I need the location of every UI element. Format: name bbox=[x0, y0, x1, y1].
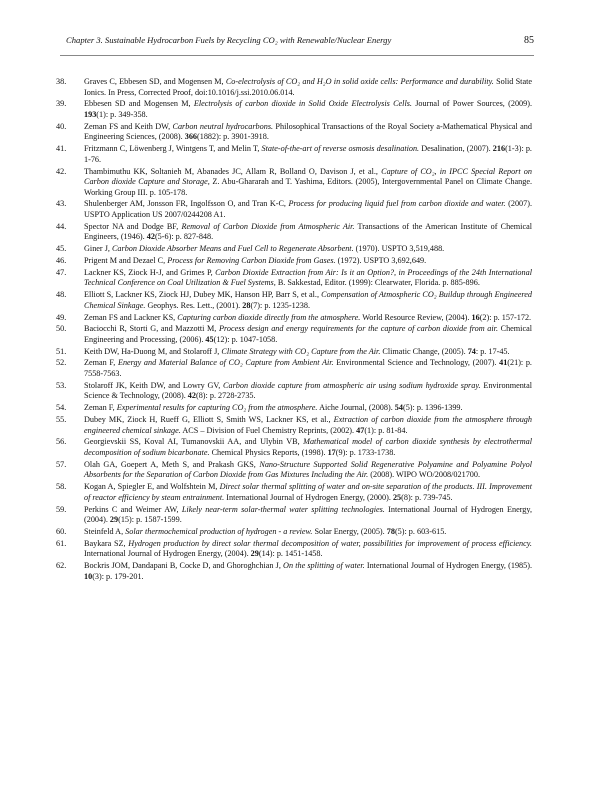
reference-item bbox=[56, 504, 532, 526]
reference-authors: Olah GA, Goepert A, Meth S, and Prakash GKS, bbox=[84, 459, 260, 469]
reference-authors: Zeman F, bbox=[84, 403, 117, 413]
reference-item bbox=[56, 415, 532, 436]
reference-authors: Zeman F, bbox=[84, 358, 118, 368]
reference-source: (1970). USPTO 3,519,488. bbox=[353, 244, 445, 254]
reference-number: 46. bbox=[56, 256, 67, 265]
reference-title: Electrolysis of carbon dioxide in Solid Oxide Electrolysis Cells. bbox=[193, 99, 412, 109]
reference-title: Energy and Material Balance of CO₂ Capture from Ambient Air. bbox=[117, 358, 334, 368]
reference-number: 52. bbox=[56, 358, 67, 368]
reference-title: Process design and energy requirements for the capture of carbon dioxide from air. bbox=[218, 324, 498, 334]
reference-authors: Keith DW, Ha-Duong M, and Stolaroff J, bbox=[84, 346, 222, 356]
reference-source: B. Sakkestad, Editor. (1999): Clearwater, Florida. p. 885-896. bbox=[275, 278, 480, 288]
reference-title: Carbon Dioxide Absorber Means and Fuel Cell to Regenerate Absorbent. bbox=[111, 244, 354, 254]
reference-pages: (8): p. 739-745. bbox=[401, 492, 453, 502]
reference-volume: 42 bbox=[187, 391, 196, 401]
reference-item bbox=[56, 77, 532, 98]
reference-item bbox=[56, 324, 532, 345]
reference-source: Climatic Change, (2005). bbox=[380, 346, 468, 356]
reference-volume: 42 bbox=[146, 232, 155, 242]
reference-source: International Journal of Hydrogen Energy, (1985). bbox=[364, 561, 532, 571]
reference-authors: Giner J, bbox=[84, 244, 112, 254]
reference-pages: (5): p. 1396-1399. bbox=[402, 403, 463, 413]
reference-number: 41. bbox=[56, 144, 67, 154]
reference-number: 56. bbox=[56, 437, 67, 447]
reference-authors: Kogan A, Spiegler E, and Wolfshtein M, bbox=[84, 482, 220, 492]
reference-number: 50. bbox=[56, 324, 67, 334]
reference-volume: 10 bbox=[84, 571, 93, 581]
reference-source: ACS – Division of Fuel Chemistry Reprints, (2002). bbox=[180, 425, 357, 435]
reference-pages: (1-3): p. 1-76. bbox=[84, 144, 532, 164]
reference-item bbox=[56, 199, 533, 220]
reference-pages: (14): p. 1451-1458. bbox=[258, 549, 323, 559]
reference-volume: 193 bbox=[84, 109, 97, 119]
reference-source: International Journal of Hydrogen Energy, (2000). bbox=[224, 492, 393, 502]
reference-pages: (1882): p. 3901-3918. bbox=[197, 132, 269, 142]
reference-authors: Perkins C and Weimer AW, bbox=[84, 504, 182, 514]
reference-item bbox=[56, 99, 533, 120]
reference-source: Transactions of the American Institute of Chemical Engineers, (1946). bbox=[84, 221, 532, 242]
reference-source: Chemical Engineering and Processing, (2006). bbox=[84, 324, 532, 344]
reference-item bbox=[56, 380, 532, 402]
reference-pages: (9): p. 1733-1738. bbox=[335, 447, 396, 457]
reference-authors: Georgievskii SS, Koval AI, Tumanovskii AA, and Ulybin VB, bbox=[84, 437, 304, 447]
reference-volume: 25 bbox=[392, 492, 402, 502]
reference-source: (2007). USPTO Application US 2007/0244208 A1. bbox=[84, 199, 533, 220]
reference-authors: Shulenberger AM, Jonsson FR, Ingolfsson O, and Tran K-C, bbox=[84, 199, 289, 209]
reference-title: Compensation of Atmospheric CO₂ Buildup through Engineered Chemical Sinkage. bbox=[84, 290, 533, 310]
reference-authors: Stolaroff JK, Keith DW, and Lowry GV, bbox=[84, 380, 224, 390]
running-header bbox=[66, 35, 534, 49]
reference-source: Chemical Physics Reports, (1998). bbox=[209, 447, 328, 457]
reference-title: Extraction of carbon dioxide from the atmosphere through engineered chemical sinkage. bbox=[84, 415, 532, 435]
reference-item bbox=[56, 538, 532, 560]
reference-item bbox=[56, 437, 532, 458]
chapter-title: Chapter 3. Sustainable Hydrocarbon Fuels by Recycling CO₂ with Renewable/Nuclear Energy bbox=[66, 35, 392, 45]
reference-title: On the splitting of water. bbox=[283, 561, 365, 571]
reference-volume: 45 bbox=[205, 334, 214, 344]
reference-title: Climate Strategy with CO₂ Capture from the Air. bbox=[221, 346, 381, 356]
reference-pages: : p. 17-45. bbox=[475, 346, 510, 356]
reference-pages: (15): p. 1587-1599. bbox=[118, 515, 182, 525]
reference-item bbox=[56, 561, 532, 582]
reference-volume: 28 bbox=[242, 300, 251, 310]
reference-volume: 78 bbox=[386, 526, 395, 536]
reference-authors: Spector NA and Dodge BF, bbox=[84, 221, 182, 231]
reference-number: 59. bbox=[56, 504, 67, 514]
reference-pages: (21): p. 7558-7563. bbox=[84, 358, 532, 379]
reference-title: Solar thermochemical production of hydrogen - a review. bbox=[125, 526, 313, 536]
reference-source: Environmental Science and Technology, (2007). bbox=[333, 358, 500, 368]
reference-title: Nano-Structure Supported Solid Regenerative Polyamine and Polyamine Polyol Absorbents for the Separation of Carbon Dioxide from Gas Mixtures Including the Air. bbox=[84, 459, 532, 480]
reference-item bbox=[56, 526, 532, 538]
reference-source: Aiche Journal, (2008). bbox=[317, 403, 395, 413]
header-rule bbox=[60, 55, 534, 56]
reference-number: 47. bbox=[56, 267, 67, 277]
reference-pages: (5-6): p. 827-848. bbox=[154, 232, 214, 242]
reference-number: 43. bbox=[56, 199, 67, 209]
reference-title: Process for producing liquid fuel from carbon dioxide and water. bbox=[288, 199, 506, 209]
reference-number: 58. bbox=[56, 482, 67, 492]
reference-title: Co-electrolysis of CO₂ and H₂O in solid oxide cells: Performance and durability. bbox=[225, 77, 494, 86]
reference-source: Z. Abu-Ghararah and T. Yashima, Editors. (2005), Intergovernmental Panel on Climate Change. Working Group III. p. 105-178. bbox=[84, 177, 532, 197]
reference-pages: (2): p. 157-172. bbox=[479, 312, 532, 322]
reference-pages: (5): p. 603-615. bbox=[394, 526, 447, 536]
reference-title: Capturing carbon dioxide directly from the atmosphere. bbox=[177, 312, 361, 322]
reference-item bbox=[56, 256, 532, 267]
reference-title: Carbon Dioxide Extraction from Air: Is it an Option?, in Proceedings of the 24th International Technical Conference on Coal Utilization & Fuel Systems, bbox=[84, 267, 532, 288]
reference-authors: Elliott S, Lackner KS, Ziock HJ, Dubey MK, Hanson HP, Barr S, et al., bbox=[84, 290, 322, 300]
reference-title: Carbon dioxide capture from atmospheric air using sodium hydroxide spray. bbox=[223, 380, 481, 390]
reference-number: 57. bbox=[56, 459, 67, 469]
reference-source: Solid State Ionics. In Press, Corrected Proof, doi:10.1016/j.ssi.2010.06.014. bbox=[84, 77, 532, 97]
reference-title: Experimental results for capturing CO₂ from the atmosphere. bbox=[116, 403, 318, 413]
reference-pages: (3): p. 179-201. bbox=[92, 571, 144, 581]
reference-volume: 41 bbox=[499, 358, 508, 368]
reference-item bbox=[56, 221, 532, 243]
reference-source: (2008). WIPO WO/2008/021700. bbox=[368, 470, 481, 480]
reference-authors: Prigent M and Dezael C, bbox=[84, 256, 168, 265]
reference-number: 42. bbox=[56, 166, 67, 176]
reference-source: Philosophical Transactions of the Royal Society a-Mathematical Physical and Engineering Sciences, (2008). bbox=[84, 121, 532, 142]
page-number: 85 bbox=[524, 35, 534, 46]
reference-number: 44. bbox=[56, 221, 67, 231]
reference-pages: (8): p. 2728-2735. bbox=[195, 391, 256, 401]
reference-source: Geophys. Res. Lett., (2001). bbox=[145, 300, 243, 310]
reference-source: (1972). USPTO 3,692,649. bbox=[335, 256, 427, 265]
reference-volume: 29 bbox=[250, 549, 259, 559]
reference-source: International Journal of Hydrogen Energy, (2004). bbox=[84, 504, 532, 525]
reference-authors: Steinfeld A, bbox=[84, 526, 126, 536]
reference-authors: Fritzmann C, Löwenberg J, Wintgens T, and Melin T, bbox=[84, 144, 262, 154]
reference-title: Hydrogen production by direct solar thermal decomposition of water, possibilities for improvement of process efficiency. bbox=[128, 538, 532, 548]
reference-authors: Zeman FS and Keith DW, bbox=[84, 121, 173, 131]
reference-number: 54. bbox=[56, 403, 67, 413]
reference-item bbox=[56, 358, 532, 379]
reference-pages: (1): p. 81-84. bbox=[364, 425, 408, 435]
reference-item bbox=[56, 346, 532, 358]
reference-list bbox=[56, 77, 533, 583]
reference-authors: Ebbesen SD and Mogensen M, bbox=[84, 99, 194, 109]
reference-item bbox=[56, 459, 532, 481]
reference-title: Capture of CO₂, in IPCC Special Report on Carbon dioxide Capture and Storage, bbox=[84, 166, 532, 187]
reference-title: Carbon neutral hydrocarbons. bbox=[172, 121, 274, 131]
reference-volume: 366 bbox=[184, 132, 198, 142]
reference-item bbox=[56, 144, 532, 165]
reference-pages: (12): p. 1047-1058. bbox=[213, 334, 278, 344]
reference-number: 48. bbox=[56, 290, 67, 300]
reference-number: 40. bbox=[56, 121, 67, 131]
reference-source: Desalination, (2007). bbox=[419, 144, 493, 154]
reference-title: State-of-the-art of reverse osmosis desalination. bbox=[261, 144, 420, 154]
reference-volume: 74 bbox=[467, 346, 476, 356]
reference-item bbox=[56, 267, 532, 289]
reference-authors: Thambimuthu KK, Soltanieh M, Abanades JC, Allam R, Bolland O, Davison J, et al., bbox=[84, 166, 382, 176]
reference-number: 49. bbox=[56, 312, 67, 322]
reference-number: 45. bbox=[56, 244, 67, 254]
reference-authors: Dubey MK, Ziock H, Rueff G, Elliott S, Smith WS, Lackner KS, et al., bbox=[84, 415, 334, 424]
reference-item bbox=[56, 121, 532, 143]
reference-volume: 54 bbox=[394, 403, 403, 413]
reference-source: World Resource Review, (2004). bbox=[360, 312, 472, 322]
reference-pages: (1): p. 349-358. bbox=[96, 109, 148, 119]
reference-item bbox=[56, 482, 532, 503]
reference-item bbox=[56, 312, 532, 324]
reference-source: Journal of Power Sources, (2009). bbox=[411, 99, 533, 109]
reference-source: Environmental Science & Technology, (2008). bbox=[84, 380, 532, 401]
reference-item bbox=[56, 166, 532, 199]
reference-volume: 29 bbox=[109, 515, 119, 525]
reference-title: Process for Removing Carbon Dioxide from Gases. bbox=[167, 256, 336, 265]
reference-number: 55. bbox=[56, 415, 67, 424]
reference-number: 38. bbox=[56, 77, 67, 86]
reference-number: 51. bbox=[56, 346, 67, 356]
reference-number: 39. bbox=[56, 99, 67, 109]
reference-volume: 47 bbox=[356, 425, 365, 435]
reference-title: Direct solar thermal splitting of water and on-site separation of the products. III. Improvement of reactor efficiency by steam entrainment. bbox=[84, 482, 532, 502]
reference-authors: Baykara SZ, bbox=[84, 538, 129, 548]
reference-volume: 216 bbox=[492, 144, 506, 154]
reference-authors: Bockris JOM, Dandapani B, Cocke D, and Ghoroghchian J, bbox=[84, 561, 284, 571]
reference-number: 53. bbox=[56, 380, 67, 390]
reference-authors: Baciocchi R, Storti G, and Mazzotti M, bbox=[84, 324, 219, 334]
reference-number: 60. bbox=[56, 526, 67, 536]
reference-title: Mathematical model of carbon dioxide synthesis by electrothermal decomposition of sodium bicarbonate. bbox=[84, 437, 532, 457]
reference-authors: Zeman FS and Lackner KS, bbox=[84, 312, 178, 322]
reference-number: 61. bbox=[56, 538, 67, 548]
reference-authors: Graves C, Ebbesen SD, and Mogensen M, bbox=[84, 77, 226, 86]
reference-item bbox=[56, 403, 532, 414]
reference-volume: 16 bbox=[471, 312, 480, 322]
reference-number: 62. bbox=[56, 561, 67, 571]
reference-source: International Journal of Hydrogen Energy, (2004). bbox=[84, 549, 251, 559]
reference-title: Likely near-term solar-thermal water splitting technologies. bbox=[181, 504, 385, 514]
reference-item bbox=[56, 290, 533, 311]
reference-authors: Lackner KS, Ziock H-J, and Grimes P, bbox=[84, 267, 216, 277]
reference-pages: (7): p. 1235-1238. bbox=[250, 300, 311, 310]
reference-source: Solar Energy, (2005). bbox=[312, 526, 387, 536]
reference-title: Removal of Carbon Dioxide from Atmospheric Air. bbox=[181, 221, 355, 231]
reference-item bbox=[56, 244, 532, 255]
reference-volume: 17 bbox=[327, 447, 336, 457]
